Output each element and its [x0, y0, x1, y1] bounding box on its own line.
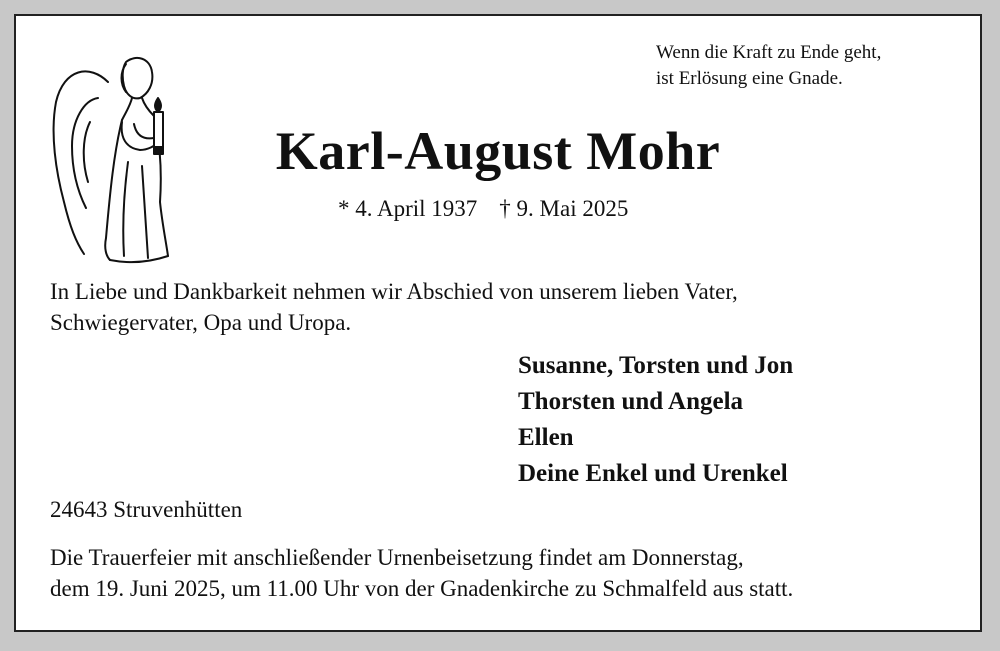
farewell-text — [50, 276, 738, 338]
funeral-line-1: Die Trauerfeier mit anschließender Urnenbeisetzung findet am Donnerstag, — [50, 545, 744, 570]
mourners-list — [518, 348, 793, 492]
motto-line-2: ist Erlösung eine Gnade. — [656, 68, 843, 89]
motto-quote — [656, 40, 881, 92]
deceased-name: Karl-August Mohr — [275, 121, 721, 181]
farewell-line-2: Schwiegervater, Opa und Uropa. — [50, 310, 352, 335]
death-date: † 9. Mai 2025 — [499, 196, 629, 221]
mourner-item: Ellen — [518, 424, 574, 451]
motto-line-1: Wenn die Kraft zu Ende geht, — [656, 42, 882, 63]
birth-date: * 4. April 1937 — [338, 196, 478, 221]
farewell-line-1: In Liebe und Dankbarkeit nehmen wir Abschied von unserem lieben Vater, — [50, 279, 738, 304]
mourner-item: Susanne, Torsten und Jon — [518, 352, 794, 379]
mourner-item: Deine Enkel und Urenkel — [518, 460, 788, 487]
funeral-line-2: dem 19. Juni 2025, um 11.00 Uhr von der Gnadenkirche zu Schmalfeld aus statt. — [50, 576, 794, 601]
life-dates — [338, 196, 628, 222]
mourner-item: Thorsten und Angela — [518, 388, 744, 415]
funeral-info — [50, 542, 793, 604]
location-text: 24643 Struvenhütten — [50, 497, 243, 522]
obituary-notice — [14, 14, 982, 632]
